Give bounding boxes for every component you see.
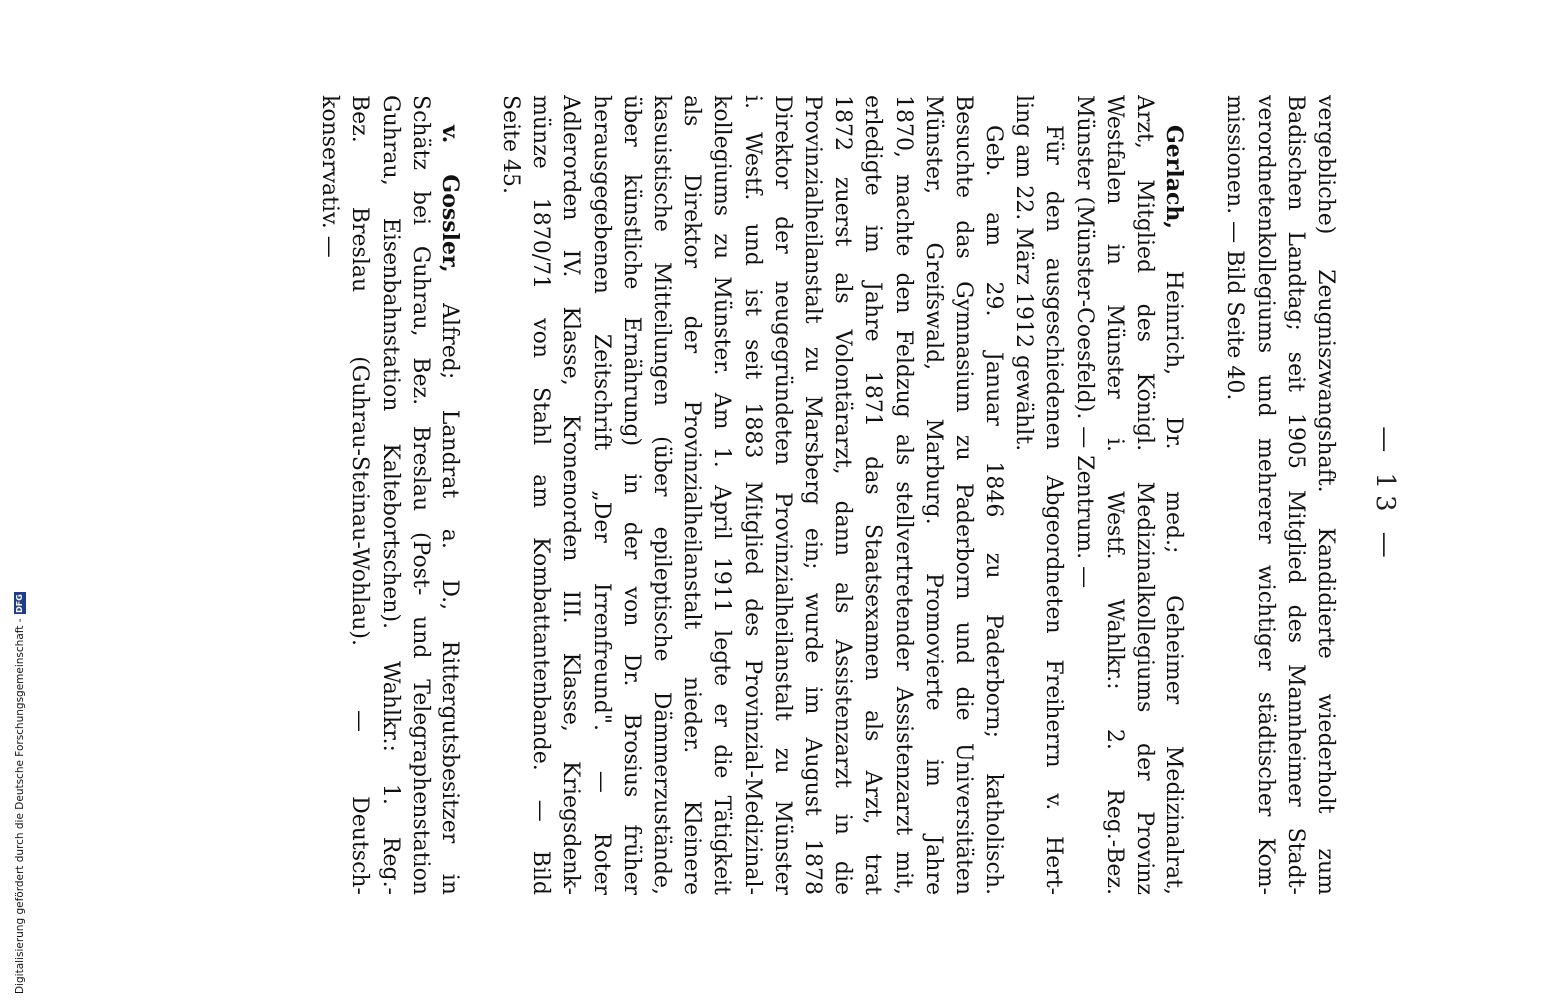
credit-text: Digitalisierung gefördert durch die Deutsche Forschungsgemeinschaft -: [14, 618, 26, 994]
text-line: Provinzialheilanstalt zu Marsberg ein; wurde im August 1878: [800, 95, 825, 895]
digitization-credit: [14, 592, 26, 994]
text-line: Guhrau, Eisenbahnstation Kaltebortschen). Wahlkr.: 1. Reg.-: [377, 95, 403, 895]
text-line: Direktor der neugegründeten Provinzialheilanstalt zu Münster: [769, 95, 795, 895]
entry-first-line: [435, 95, 465, 895]
text-line: Für den ausgeschiedenen Abgeordneten Freiherrn v. Hert-: [1041, 125, 1067, 895]
text-line: 1870, machte den Feldzug als stellvertretender Assistenzarzt mit,: [890, 95, 916, 895]
entry-first-line-text: Heinrich, Dr. med.; Geheimer Medizinalrat,: [1161, 270, 1187, 895]
text-line: Münster (Münster-Coesfeld). — Zentrum. —: [1071, 95, 1097, 589]
text-line: Münster, Greifswald, Marburg. Promovierte im Jahre: [920, 95, 946, 895]
text-line: über künstliche Ernährung) in der von Dr. Brosius früher: [618, 95, 644, 895]
text-line: kollegiums zu Münster. Am 1. April 1911 legte er die Tätigkeit: [709, 95, 735, 895]
paragraph-gap: [465, 95, 495, 895]
text-line: Bez. Breslau (Guhrau-Steinau-Wohlau). — Deutsch-: [347, 95, 373, 895]
text-line: Adlerorden IV. Klasse, Kronenorden III. Klasse, Kriegsdenk-: [558, 95, 584, 895]
text-line: Geb. am 29. Januar 1846 zu Paderborn; katholisch.: [981, 125, 1007, 895]
text-line: ling am 22. März 1912 gewählt.: [1011, 95, 1037, 452]
text-line: missionen. — Bild Seite 40.: [1222, 95, 1248, 401]
entry-first-line-text: Alfred; Landrat a. D., Rittergutsbesitzer in: [436, 303, 462, 895]
text-line: Westfalen in Münster i. Westf. Wahlkr.: 2. Reg.-Bez.: [1101, 95, 1127, 895]
text-line: erledigte im Jahre 1871 das Staatsexamen als Arzt, trat: [860, 95, 886, 895]
text-line: münze 1870/71 von Stahl am Kombattantenbande. — Bild: [528, 95, 554, 895]
entry-surname: Gerlach,: [1161, 125, 1188, 230]
text-line: herausgegebenen Zeitschrift „Der Irrenfreund". — Roter: [588, 95, 614, 895]
text-line: 1872 zuerst als Volontärarzt, dann als Assistenzarzt in die: [830, 95, 856, 895]
text-line: verordnetenkollegiums und mehrerer wichtiger städtischer Kom-: [1252, 95, 1278, 895]
paragraph-gap: [1189, 95, 1219, 895]
text-line: konservativ. —: [317, 95, 343, 258]
text-line: Badischen Landtag; seit 1905 Mitglied des Mannheimer Stadt-: [1282, 95, 1308, 895]
text-line: Besuchte das Gymnasium zu Paderborn und die Universitäten: [950, 95, 976, 895]
dfg-logo-icon: DFG: [15, 594, 24, 613]
text-line: Seite 45.: [498, 95, 524, 194]
rotated-text-block: [160, 95, 1400, 895]
entry-surname: v. Gossler,: [436, 125, 463, 273]
text-line: Schätz bei Guhrau, Bez. Breslau (Post- und Telegraphenstation: [407, 95, 433, 895]
text-line: kasuistische Mitteilungen (über epileptische Dämmerzustände,: [649, 95, 675, 895]
page-number: — 13 —: [1370, 426, 1400, 564]
text-column: [314, 95, 1340, 895]
text-line: vergebliche) Zeugniszwangshaft. Kandidierte wiederholt zum: [1313, 95, 1338, 895]
text-line: i. Westf. und ist seit 1883 Mitglied des Provinzial-Medizinal-: [739, 95, 765, 895]
entry-first-line: [1159, 95, 1189, 895]
text-line: Arzt, Mitglied des Königl. Medizinalkollegiums der Provinz: [1132, 95, 1158, 895]
text-line: als Direktor der Provinzialheilanstalt nieder. Kleinere: [679, 95, 705, 895]
